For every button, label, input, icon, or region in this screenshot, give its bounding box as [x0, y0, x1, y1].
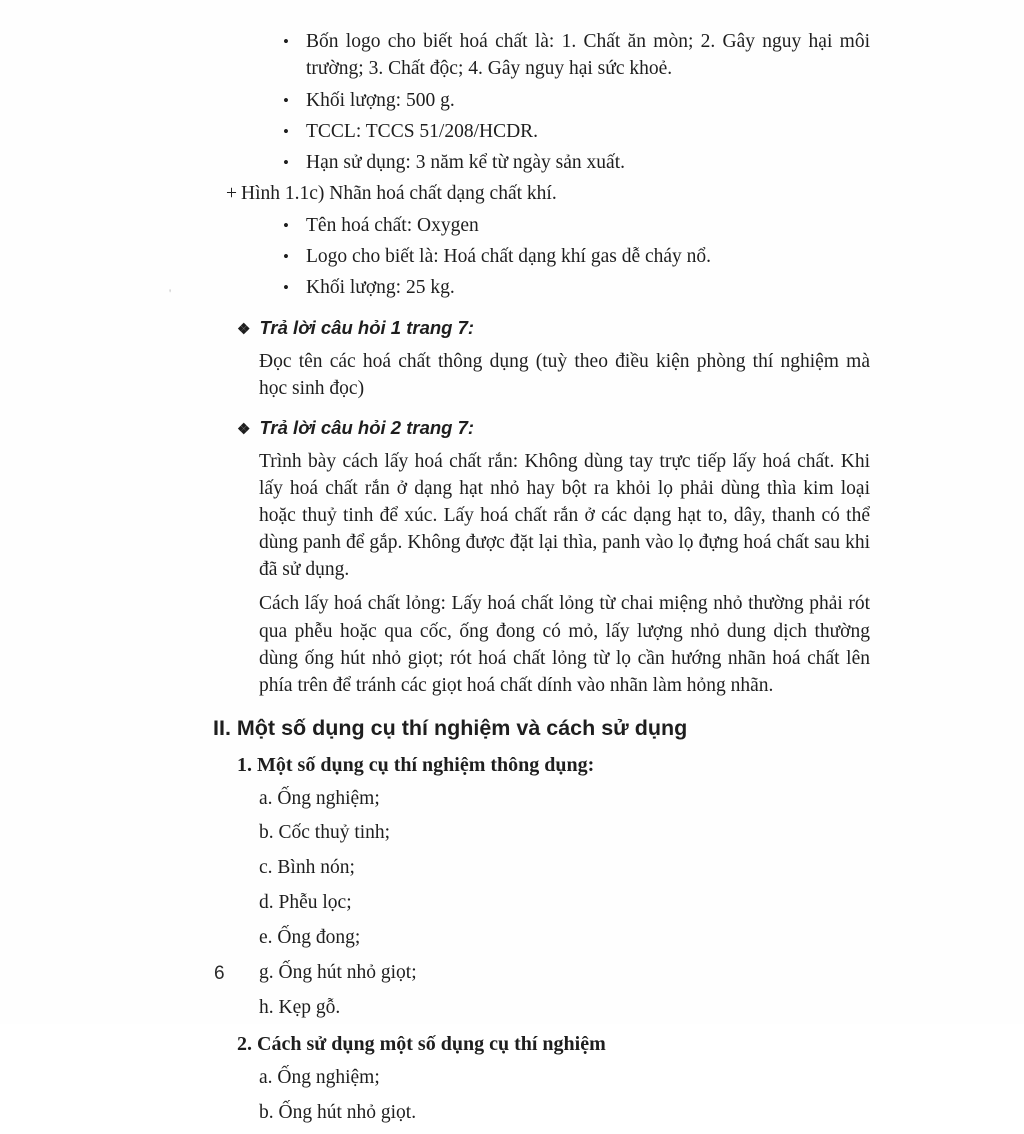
list-item: a. Ống nghiệm; — [259, 787, 380, 809]
diamond-icon: ❖ — [237, 420, 251, 438]
list-item: b. Cốc thuỷ tinh; — [259, 822, 391, 844]
bullet-icon: • — [283, 90, 289, 110]
list-item-text: Khối lượng: 25 kg. — [306, 277, 455, 299]
subsection-2-heading: 2. Cách sử dụng một số dụng cụ thí nghiệm — [237, 1032, 606, 1055]
diamond-icon: ❖ — [237, 320, 251, 338]
answer-block-2 — [213, 416, 870, 699]
section-2 — [213, 715, 870, 1126]
list-item: b. Ống hút nhỏ giọt. — [259, 1101, 417, 1123]
list-item — [283, 28, 870, 83]
answer-2-heading — [237, 416, 870, 440]
list-item: h. Kẹp gỗ. — [259, 996, 341, 1018]
answer-block-1 — [213, 316, 870, 402]
figure-caption-text: Hình 1.1c) Nhãn hoá chất dạng chất khí. — [241, 183, 557, 205]
plus-marker: + — [226, 183, 237, 205]
list-item: g. Ống hút nhỏ giọt; — [259, 961, 417, 983]
subsection-2 — [213, 1031, 870, 1126]
list-item: e. Ống đong; — [259, 926, 361, 948]
list-item-text: Bốn logo cho biết hoá chất là: 1. Chất ăn mòn; 2. Gây nguy hại môi trường; 3. Chất độc; 4. Gây nguy hại sức khoẻ. — [306, 31, 870, 80]
answer-1-heading-text: Trả lời câu hỏi 1 trang 7: — [259, 316, 475, 338]
section-2-heading: II. Một số dụng cụ thí nghiệm và cách sử dụng — [213, 715, 688, 740]
list-item — [283, 212, 870, 239]
bullet-icon: • — [283, 215, 289, 235]
gas-details-list — [213, 212, 870, 302]
answer-2-paragraph-1: Trình bày cách lấy hoá chất rắn: Không dùng tay trực tiếp lấy hoá chất. Khi lấy hoá chất rắn ở dạng hạt nhỏ hay bột ra khỏi lọ phải dùng thìa kim loại hoặc thuỷ tinh để xúc. Lấy hoá chất rắn ở các dạng hạt to, dây, thanh có thể dùng panh để gắp. Không được đặt lại thìa, panh vào lọ đựng hoá chất sau khi đã sử dụng. — [259, 450, 870, 581]
subsection-1-heading: 1. Một số dụng cụ thí nghiệm thông dụng: — [237, 753, 595, 776]
bullet-icon: • — [283, 247, 289, 267]
list-item: a. Ống nghiệm; — [259, 1066, 380, 1088]
page-content — [213, 28, 870, 1134]
bullet-icon: • — [283, 32, 289, 51]
list-item-text: Tên hoá chất: Oxygen — [306, 214, 479, 236]
list-item — [283, 243, 870, 270]
list-item: d. Phễu lọc; — [259, 892, 352, 914]
answer-2-heading-text: Trả lời câu hỏi 2 trang 7: — [259, 416, 475, 438]
list-item-text: Hạn sử dụng: 3 năm kể từ ngày sản xuất. — [306, 152, 625, 174]
answer-1-body: Đọc tên các hoá chất thông dụng (tuỳ theo điều kiện phòng thí nghiệm mà học sinh đọc) — [259, 350, 870, 399]
page-number: 6 — [214, 963, 225, 984]
list-item — [283, 87, 870, 114]
subsection-1 — [213, 752, 870, 1021]
list-item: c. Bình nón; — [259, 857, 355, 879]
label-details-list — [213, 28, 870, 176]
answer-2-paragraph-2: Cách lấy hoá chất lỏng: Lấy hoá chất lỏng từ chai miệng nhỏ thường phải rót qua phễu hoặc qua cốc, ống đong có mỏ, lấy lượng nhỏ dung dịch thường dùng ống hút nhỏ giọt; rót hoá chất lỏng từ lọ cần hướng nhãn hoá chất lên phía trên để tránh các giọt hoá chất dính vào nhãn làm hỏng nhãn. — [259, 593, 870, 696]
bullet-icon: • — [283, 278, 289, 298]
answer-1-heading — [237, 316, 870, 340]
list-item-text: TCCL: TCCS 51/208/HCDR. — [306, 120, 539, 142]
list-item — [283, 149, 870, 176]
scan-artifact-mark: ' — [169, 286, 172, 300]
list-item — [283, 274, 870, 301]
list-item-text: Khối lượng: 500 g. — [306, 89, 455, 111]
bullet-icon: • — [283, 153, 289, 173]
figure-caption-line — [226, 180, 870, 207]
list-item-text: Logo cho biết là: Hoá chất dạng khí gas dễ cháy nổ. — [306, 246, 712, 268]
bullet-icon: • — [283, 121, 289, 141]
list-item — [283, 118, 870, 145]
